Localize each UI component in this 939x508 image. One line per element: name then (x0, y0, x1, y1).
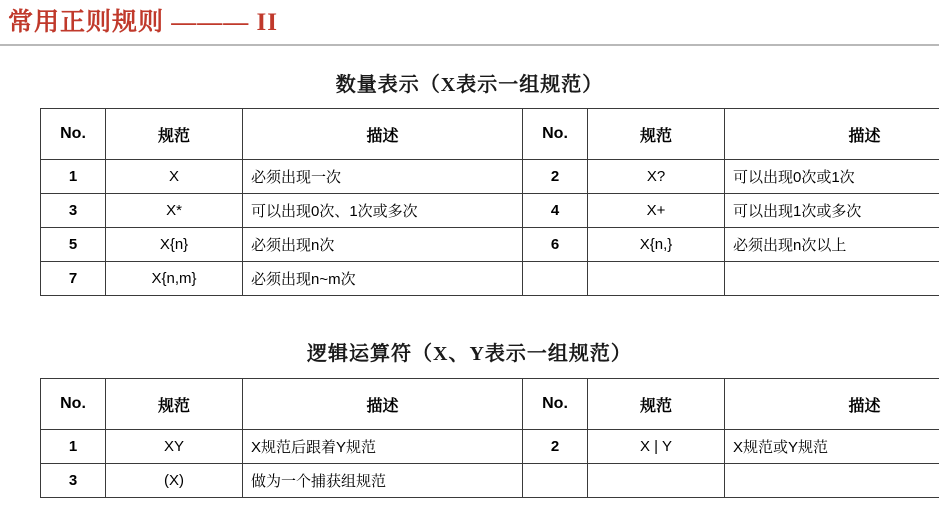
table-row (41, 194, 939, 228)
cell-spec-right (588, 262, 725, 296)
quantifiers-table (40, 108, 939, 296)
cell-no-right: 4 (523, 194, 588, 228)
table-row (41, 430, 939, 464)
cell-desc-right: X规范或Y规范 (725, 430, 939, 464)
cell-spec-left: X{n} (106, 228, 243, 262)
cell-spec-right: X+ (588, 194, 725, 228)
cell-no-left: 1 (41, 430, 106, 464)
table-header (41, 379, 939, 430)
page-title: 常用正则规则 ——— II (8, 9, 278, 36)
column-header-spec-right: 规范 (588, 109, 725, 160)
column-header-desc-left: 描述 (243, 109, 523, 160)
cell-spec-right: X{n,} (588, 228, 725, 262)
cell-no-left: 1 (41, 160, 106, 194)
table-row (41, 160, 939, 194)
logical-operators-table (40, 378, 939, 498)
column-header-spec-left: 规范 (106, 379, 243, 430)
cell-spec-left: XY (106, 430, 243, 464)
cell-desc-right (725, 262, 939, 296)
table-header-row (41, 109, 939, 160)
table-row (41, 262, 939, 296)
section-heading-quantifiers: 数量表示（X表示一组规范） (335, 74, 604, 96)
cell-spec-left: X{n,m} (106, 262, 243, 296)
cell-desc-left: X规范后跟着Y规范 (243, 430, 523, 464)
cell-no-right: 2 (523, 430, 588, 464)
cell-no-left: 5 (41, 228, 106, 262)
cell-spec-right: X? (588, 160, 725, 194)
table-body (41, 430, 939, 498)
cell-spec-right (588, 464, 725, 498)
cell-no-right (523, 262, 588, 296)
cell-spec-left: X (106, 160, 243, 194)
column-header-spec-right: 规范 (588, 379, 725, 430)
cell-desc-right: 可以出现0次或1次 (725, 160, 939, 194)
quantifiers-table-wrapper (40, 108, 902, 296)
title-divider (0, 44, 939, 46)
column-header-no-left: No. (41, 109, 106, 160)
table-row (41, 464, 939, 498)
cell-no-left: 7 (41, 262, 106, 296)
cell-no-left: 3 (41, 464, 106, 498)
column-header-spec-left: 规范 (106, 109, 243, 160)
cell-spec-left: X* (106, 194, 243, 228)
cell-no-right: 2 (523, 160, 588, 194)
logical-operators-table-wrapper (40, 378, 902, 498)
cell-desc-right: 必须出现n次以上 (725, 228, 939, 262)
cell-desc-left: 必须出现一次 (243, 160, 523, 194)
column-header-desc-right: 描述 (725, 109, 939, 160)
cell-desc-left: 可以出现0次、1次或多次 (243, 194, 523, 228)
column-header-no-right: No. (523, 109, 588, 160)
cell-spec-right: X | Y (588, 430, 725, 464)
cell-no-right (523, 464, 588, 498)
cell-no-left: 3 (41, 194, 106, 228)
cell-desc-left: 必须出现n~m次 (243, 262, 523, 296)
cell-no-right: 6 (523, 228, 588, 262)
cell-desc-left: 必须出现n次 (243, 228, 523, 262)
column-header-desc-right: 描述 (725, 379, 939, 430)
section-heading-logical-operators: 逻辑运算符（X、Y表示一组规范） (307, 343, 632, 365)
cell-desc-left: 做为一个捕获组规范 (243, 464, 523, 498)
table-body (41, 160, 939, 296)
column-header-no-left: No. (41, 379, 106, 430)
cell-spec-left: (X) (106, 464, 243, 498)
table-row (41, 228, 939, 262)
column-header-no-right: No. (523, 379, 588, 430)
cell-desc-right (725, 464, 939, 498)
cell-desc-right: 可以出现1次或多次 (725, 194, 939, 228)
table-header (41, 109, 939, 160)
column-header-desc-left: 描述 (243, 379, 523, 430)
table-header-row (41, 379, 939, 430)
